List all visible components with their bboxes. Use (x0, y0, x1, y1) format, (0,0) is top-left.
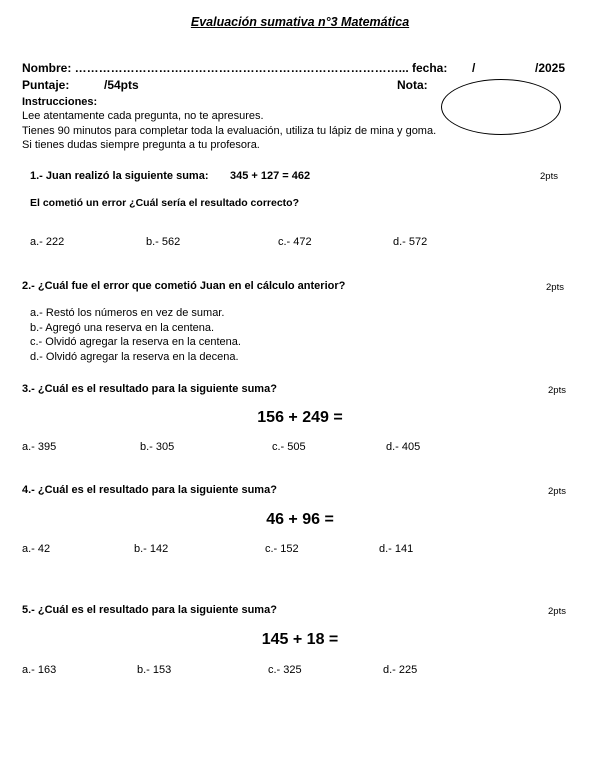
question-4-points: 2pts (548, 486, 566, 497)
q2-option-b: b.- Agregó una reserva en la centena. (30, 321, 215, 334)
q4-option-d: d.- 141 (379, 543, 414, 555)
q4-option-b: b.- 142 (134, 543, 169, 555)
q2-option-a: a.- Restó los números en vez de sumar. (30, 307, 225, 319)
q1-option-d: d.- 572 (393, 236, 428, 248)
question-1-expression: 345 + 127 = 462 (230, 170, 311, 182)
q2-option-d: d.- Olvidó agregar la reserva en la decena. (30, 350, 239, 363)
question-5-points: 2pts (548, 606, 566, 617)
q5-option-b: b.- 153 (137, 664, 172, 676)
q3-option-c: c.- 505 (272, 441, 306, 453)
question-3-equation: 156 + 249 = (257, 409, 343, 426)
q1-option-b: b.- 562 (146, 236, 181, 248)
name-label: Nombre: ………………………………………………………………………... fecha: (22, 61, 448, 75)
question-4-text: 4.- ¿Cuál es el resultado para la siguiente suma? (22, 484, 277, 496)
q5-option-a: a.- 163 (22, 664, 57, 676)
score-value: /54pts (104, 78, 139, 92)
instructions-lines (22, 109, 436, 153)
question-3-points: 2pts (548, 385, 566, 396)
grade-label: Nota: (397, 78, 428, 92)
question-3-text: 3.- ¿Cuál es el resultado para la siguiente suma? (22, 383, 277, 395)
question-4-equation: 46 + 96 = (266, 511, 334, 528)
question-5-equation: 145 + 18 = (261, 631, 339, 648)
instruction-line: Tienes 90 minutos para completar toda la evaluación, utiliza tu lápiz de mina y goma. (22, 124, 437, 137)
question-1-text: 1.- Juan realizó la siguiente suma: (30, 170, 209, 182)
instruction-line: Si tienes dudas siempre pregunta a tu profesora. (22, 139, 260, 151)
question-2-text: 2.- ¿Cuál fue el error que cometió Juan en el cálculo anterior? (22, 280, 346, 292)
q1-option-a: a.- 222 (30, 236, 65, 248)
q3-option-b: b.- 305 (140, 441, 175, 453)
q3-option-a: a.- 395 (22, 441, 57, 453)
question-2-points: 2pts (546, 282, 564, 293)
grade-oval (441, 79, 561, 135)
q4-option-c: c.- 152 (265, 543, 299, 555)
page-title: Evaluación sumativa n°3 Matemática (190, 15, 410, 29)
instruction-line: Lee atentamente cada pregunta, no te apresures. (22, 110, 264, 122)
q2-option-c: c.- Olvidó agregar la reserva en la centena. (30, 336, 241, 348)
question-2-options (30, 306, 241, 364)
q1-option-c: c.- 472 (278, 236, 312, 248)
question-1-subtext: El cometió un error ¿Cuál sería el resultado correcto? (30, 197, 299, 209)
score-label: Puntaje: (22, 78, 70, 92)
question-5-text: 5.- ¿Cuál es el resultado para la siguiente suma? (22, 604, 277, 616)
q4-option-a: a.- 42 (22, 543, 51, 555)
q3-option-d: d.- 405 (386, 441, 421, 453)
date-slash: / (472, 61, 476, 75)
instructions-heading: Instrucciones: (22, 96, 98, 108)
q5-option-d: d.- 225 (383, 664, 418, 676)
question-1-points: 2pts (540, 171, 558, 182)
q5-option-c: c.- 325 (268, 664, 302, 676)
date-year: /2025 (535, 61, 566, 75)
